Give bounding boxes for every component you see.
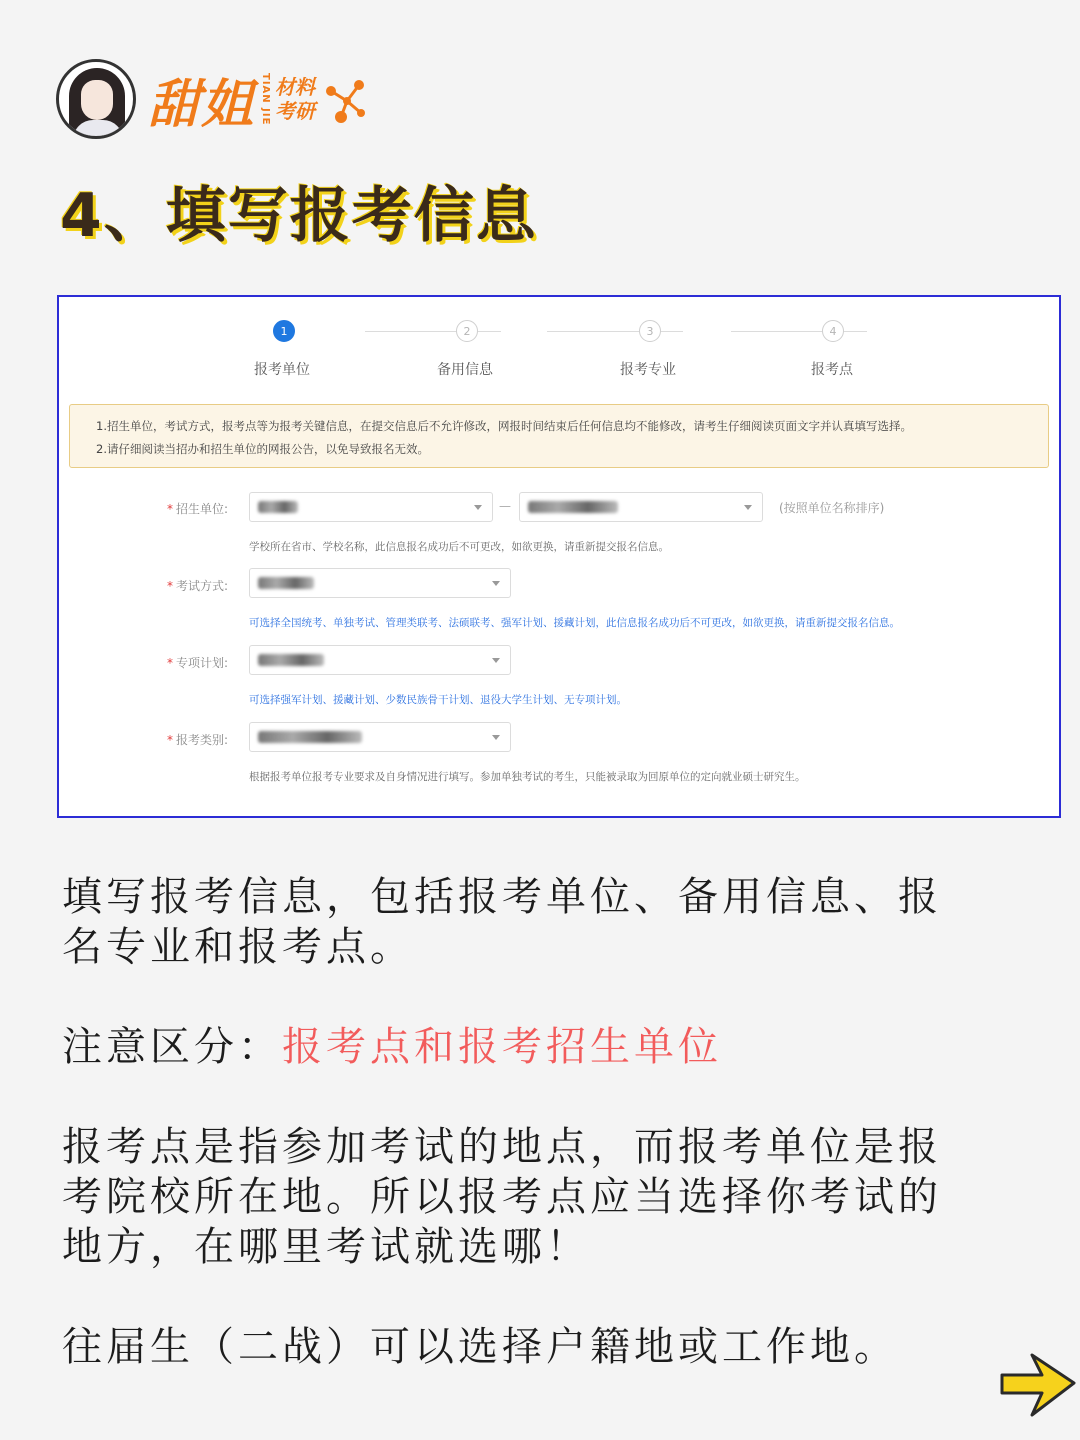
unit-hint: 学校所在省市、学校名称，此信息报名成功后不可更改，如欲更换，请重新提交报名信息。: [249, 541, 669, 553]
brand-pinyin: TIAN JIE: [260, 72, 272, 126]
step-4-label[interactable]: 报考点: [811, 362, 853, 378]
step-3-circle[interactable]: 3: [639, 320, 661, 342]
unit-school-select[interactable]: [519, 492, 763, 522]
step-2-label[interactable]: 备用信息: [437, 362, 493, 378]
notice-box: [69, 404, 1049, 468]
molecule-icon: [321, 71, 365, 127]
form-screenshot: [57, 295, 1061, 818]
exam-mode-hint: 可选择全国统考、单独考试、管理类联考、法硕联考、强军计划、援藏计划，此信息报名成功后不可更改，如欲更换，请重新提交报名信息。: [249, 617, 900, 629]
paragraph-explain: 报考点是指参加考试的地点，而报考单位是报考院校所在地。所以报考点应当选择你考试的地方，在哪里考试就选哪！: [62, 1124, 942, 1270]
unit-province-select[interactable]: [249, 492, 493, 522]
step-1-circle[interactable]: 1: [273, 320, 295, 342]
avatar: [56, 59, 136, 139]
unit-sort-note: (按照单位名称排序): [779, 501, 885, 515]
special-plan-hint: 可选择强军计划、援藏计划、少数民族骨干计划、退役大学生计划、无专项计划。: [249, 694, 627, 706]
paragraph-note: 注意区分：报考点和报考招生单位: [62, 1024, 722, 1070]
caret-down-icon: [492, 581, 500, 586]
step-4-circle[interactable]: 4: [822, 320, 844, 342]
step-2-circle[interactable]: 2: [456, 320, 478, 342]
category-hint: 根据报考单位报考专业要求及自身情况进行填写。参加单独考试的考生，只能被录取为回原单位的定向就业硕士研究生。: [249, 771, 806, 783]
paragraph-repeat-student: 往届生（二战）可以选择户籍地或工作地。: [62, 1324, 898, 1370]
brand-logo: [56, 58, 365, 140]
notice-line-2: 2.请仔细阅读当招办和招生单位的网报公告，以免导致报名无效。: [96, 442, 429, 456]
special-plan-label: * 专项计划:: [167, 656, 229, 670]
right-arrow-icon[interactable]: [998, 1345, 1078, 1425]
caret-down-icon: [492, 735, 500, 740]
brand-subtitle: 材料 考研: [275, 75, 316, 123]
special-plan-select[interactable]: [249, 645, 511, 675]
step-3-label[interactable]: 报考专业: [620, 362, 676, 378]
caret-down-icon: [474, 505, 482, 510]
step-1-label[interactable]: 报考单位: [254, 362, 310, 378]
notice-line-1: 1.招生单位，考试方式，报考点等为报考关键信息，在提交信息后不允许修改，网报时间结束后任何信息均不能修改，请考生仔细阅读页面文字并认真填写选择。: [96, 419, 912, 433]
exam-mode-select[interactable]: [249, 568, 511, 598]
caret-down-icon: [744, 505, 752, 510]
brand-name: 甜姐: [148, 74, 255, 135]
category-select[interactable]: [249, 722, 511, 752]
page-title: 4、填写报考信息: [60, 181, 538, 251]
highlight-text: 报考点和报考招生单位: [282, 1024, 722, 1070]
exam-mode-label: * 考试方式:: [167, 579, 229, 593]
unit-separator: —: [499, 499, 511, 513]
caret-down-icon: [492, 658, 500, 663]
unit-label: * 招生单位:: [167, 502, 229, 516]
step-indicator: [59, 297, 1059, 387]
paragraph-intro: 填写报考信息，包括报考单位、备用信息、报名专业和报考点。: [62, 874, 942, 970]
category-label: * 报考类别:: [167, 733, 229, 747]
